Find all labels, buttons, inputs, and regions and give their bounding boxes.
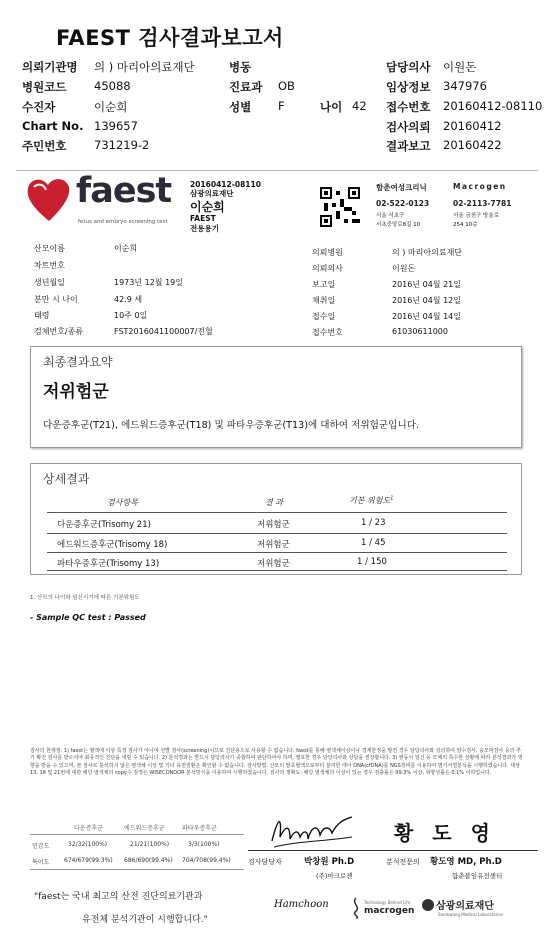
- report-document: faest fetus and embryo screening test 20160412-08110 삼광의료재단 이순희 FAEST 전용용기 함춘여성크리닉 02-522-0123 서울 서초구 서초중앙로8길 10 Macrogen 02-2113-7781 서울 금천구 방울로 254 10층 산모이름 이순희 차트번호 생년월일 1973년 12월 19일 분만 시 나이 42.9 세 태령 10주 0일 검체번호/종류 FST2016041100007/전혈 의뢰병원 의 ) 마리아의료재단 의뢰의사 이원돈 보고일 2016년 04월 21일 채취일 2016년 04월 12일 접수일 2016년 04월 14일 접수번호 61030611000 최종결과요약 저위험군 다운증후군(T21), 에드워드증후군(T18) 및 파타우증후군(T13)에 대하여 저위험군입니다. 상세결과 검사항목 결 과 기본 위험도$^1$ 다운증후군(Trisomy 21) 저위험군 1 / 23 에드워드증후군(Trisomy 18) 저위험군 1 / 45 파타우증후군(Trisomy 13) 저위험군 1 / 150 1. 산모의 나이와 임신시기에 따른 기본위험도 - Sample QC test : Passed 검사의 한계점: 1) faest는 혈액에 이상 특정 검사가 아니며 선별 검사(screening)이므로 진단용으로 사용할 수 없습니다. faest를 통해 염색체이상이나 경계한정을 발견 경우 담당의사와 상의하여 양수검사, 융모막검사 등의 추가 확진 검사를 받으셔야 최종적인 진단을 내릴 수 있습니다. 2) 분석결과는 반드시 담당의사가 종합하여 판단하여야 하며, 필요한 경우 담당의사와 상담을 권장합니다. 3) 쌍둥이 임신 등 모체의 특수한 상황에 따라 분석결과가 영향을 받을 수 있으며, 본 검사로 분석하지 않은 염색체 이상 및 기타 유전질환은 확인할 수 없습니다. 검사방법: 산모의 말초혈액으로부터 분리한 태아 DNA(cfDNA)를 NGS장비를 이용하여 염기서열분석을 시행하였습니다. 대상 13, 18 및 21번에 대한 해당 염색체의 copy수 검정은 WISECONDOR 분석방식을 이용하여 시행하였습니다. 검사의 정확도: 해당 염색체의 이상이 있는 경우 검출률은 99.3% 이상, 위양성률은 0.1% 이하입니다. 다운증후군 에드워드증후군 파타우증후군 민감도 32/32(100%) 21/21(100%) 3/3(100%) 특이도 674/679(99.3%) 686/690(99.4%) 704/708(99.4%) 황 도 영 검사담당자 박창원 Ph.D (주)마크로젠 분석전문의 황도영 MD, Ph.D 함춘불임유전센터 "faest는 국내 최고의 산전 진단의료기관과 유전체 분석기관이 시행합니다." Hamchoon Technology Behind Life macrogen 삼광의료재단 Samkwang Medical Laboratories: [16, 170, 538, 935]
- header-value-receipt: 20160412-08110: [443, 99, 543, 113]
- summary-heading: 최종결과요약: [43, 355, 113, 369]
- heart-logo-icon: [24, 173, 74, 225]
- contact2-addr2: 254 10층: [453, 222, 478, 228]
- header-value-clinical: 347976: [443, 79, 487, 93]
- header-value-chart: 139657: [94, 119, 138, 133]
- header-label-request: 검사의뢰: [386, 120, 431, 134]
- header-label-ward: 병동: [229, 60, 252, 74]
- mother-name: 이순희: [114, 244, 138, 253]
- header-value-age: 42: [352, 99, 367, 113]
- header-label-id: 주민번호: [22, 139, 67, 153]
- header-value-dept: OB: [278, 79, 295, 93]
- table-row-item: 파타우증후군(Trisomy 13): [57, 559, 160, 569]
- requesting-doctor: 이원돈: [392, 264, 416, 273]
- header-label-patient: 수진자: [22, 100, 56, 114]
- col-header-risk: 기본 위험도$^1$: [349, 495, 394, 505]
- requesting-hospital: 의 ) 마리아의료재단: [392, 248, 463, 257]
- summary-sentence: 다운증후군(T21), 에드워드증후군(T18) 및 파타우증후군(T13)에 대하여 저위험군입니다.: [43, 420, 420, 431]
- col-header-item: 검사항목: [107, 498, 138, 507]
- samkwang-sub: Samkwang Medical Laboratories: [438, 912, 503, 917]
- barcode-line1: 20160412-08110: [190, 180, 261, 189]
- summary-box: [30, 346, 522, 448]
- header-label-hospital-code: 병원코드: [22, 80, 67, 94]
- header-label-age: 나이: [320, 100, 343, 114]
- summary-result: 저위험군: [43, 382, 109, 402]
- col-header-result: 결 과: [265, 498, 283, 507]
- signature-1-icon: [268, 811, 354, 853]
- header-label-receipt: 접수번호: [386, 100, 431, 114]
- header-value-id: 731219-2: [94, 138, 150, 152]
- samkwang-logo: 삼광의료재단: [436, 901, 494, 912]
- quote-line1: "faest는 국내 최고의 산전 진단의료기관과: [34, 892, 203, 902]
- signer2-role: 분석전문의: [386, 858, 420, 866]
- table-row-risk: 1 / 23: [361, 518, 386, 528]
- barcode-line2: 삼광의료재단: [190, 189, 234, 198]
- header-label-dept: 진료과: [229, 80, 263, 94]
- macrogen-sub: Technology Behind Life: [364, 900, 411, 905]
- signer2-name: 황도영 MD, Ph.D: [430, 857, 502, 867]
- receipt-date: 2016년 04월 14일: [392, 312, 461, 321]
- table-row-risk: 1 / 150: [357, 557, 387, 567]
- collection-date: 2016년 04월 12일: [392, 296, 461, 305]
- table-row-result: 저위험군: [257, 540, 290, 550]
- contact1-name: 함춘여성크리닉: [376, 183, 427, 192]
- macrogen-logo-icon: [350, 897, 362, 919]
- contact1-phone: 02-522-0123: [376, 199, 430, 208]
- header-value-request: 20160412: [443, 119, 502, 133]
- report-date: 2016년 04월 21일: [392, 280, 461, 289]
- signer1-name: 박창원 Ph.D: [304, 857, 355, 867]
- contact2-addr1: 서울 금천구 방울로: [453, 213, 500, 219]
- header-row-agency: 의뢰기관명: [22, 60, 78, 74]
- barcode-name: 이순희: [190, 200, 225, 214]
- header-label-report: 결과보고: [386, 139, 431, 153]
- footnote: 1. 산모의 나이와 임신시기에 따른 기본위험도: [30, 595, 140, 601]
- hamchoon-logo: Hamchoon: [274, 899, 329, 910]
- contact2-phone: 02-2113-7781: [453, 199, 512, 208]
- table-row-item: 에드워드증후군(Trisomy 18): [57, 540, 168, 550]
- table-row-result: 저위험군: [257, 559, 290, 569]
- receipt-number: 61030611000: [392, 327, 448, 336]
- barcode-line4: FAEST: [190, 214, 216, 223]
- macrogen-logo: macrogen: [364, 906, 415, 916]
- header-value-agency: 의 ) 마리아의료재단: [94, 60, 195, 74]
- header-value-sex: F: [278, 99, 285, 113]
- faest-logo: faest: [76, 171, 172, 211]
- gestational-age: 10주 0일: [114, 311, 148, 320]
- header-value-doctor: 이원돈: [443, 60, 477, 74]
- header-value-hospital-code: 45088: [94, 79, 131, 93]
- detail-box: [30, 463, 522, 575]
- signer1-role: 검사담당자: [248, 858, 282, 866]
- delivery-age: 42.9 세: [114, 295, 143, 304]
- header-label-clinical: 임상정보: [386, 80, 431, 94]
- detail-heading: 상세결과: [43, 472, 90, 486]
- signer2-org: 함춘불임유전센터: [452, 872, 503, 880]
- disclaimer: 검사의 한계점: 1) faest는 혈액에 이상 특정 검사가 아니며 선별 검사(screening)이므로 진단용으로 사용할 수 없습니다. faest를 통해 염색체이상이나 경계한정을 발견 경우 담당의사와 상의하여 양수검사, 융모막검사 등의 추가 확진 검사를 받으셔야 최종적인 진단을 내릴 수 있습니다. 2) 분석결과는 반드시 담당의사가 종합하여 판단하여야 하며, 필요한 경우 담당의사와 상담을 권장합니다. 3) 쌍둥이 임신 등 모체의 특수한 상황에 따라 분석결과가 영향을 받을 수 있으며, 본 검사로 분석하지 않은 염색체 이상 및 기타 유전질환은 확인할 수 없습니다. 검사방법: 산모의 말초혈액으로부터 분리한 태아 DNA(cfDNA)를 NGS장비를 이용하여 염기서열분석을 시행하였습니다. 대상 13, 18 및 21번에 대한 해당 염색체의 copy수 검정은 WISECONDOR 분석방식을 이용하여 시행하였습니다. 검사의 정확도: 해당 염색체의 이상이 있는 경우 검출률은 99.3% 이상, 위양성률은 0.1% 이하입니다.: [30, 748, 523, 776]
- table-row-result: 저위험군: [257, 520, 290, 530]
- specimen-id: FST2016041100007/전혈: [114, 327, 213, 336]
- contact2-name: Macrogen: [453, 182, 507, 191]
- header-value-report: 20160422: [443, 138, 502, 152]
- header-label-sex: 성별: [229, 100, 252, 114]
- barcode-line5: 전용용기: [190, 224, 219, 233]
- logo-tagline: fetus and embryo screening test: [78, 219, 168, 225]
- qc-status: - Sample QC test : Passed: [30, 613, 146, 622]
- birth-date: 1973년 12월 19일: [114, 278, 183, 287]
- header-label-doctor: 담당의사: [386, 60, 431, 74]
- header-value-patient: 이순희: [94, 100, 128, 114]
- signature-2: 황 도 영: [394, 821, 496, 845]
- signer1-org: (주)마크로젠: [316, 872, 353, 880]
- table-row-item: 다운증후군(Trisomy 21): [57, 520, 151, 530]
- header-label-chart: Chart No.: [22, 119, 84, 133]
- contact1-addr2: 서초중앙로8길 10: [376, 222, 421, 228]
- quote-line2: 유전체 분석기관이 시행합니다.": [82, 915, 208, 925]
- samkwang-logo-icon: [422, 899, 434, 911]
- contact1-addr1: 서울 서초구: [376, 213, 405, 219]
- page-title: FAEST 검사결과보고서: [56, 26, 284, 50]
- qr-code-icon: [320, 187, 360, 227]
- table-row-risk: 1 / 45: [361, 538, 386, 548]
